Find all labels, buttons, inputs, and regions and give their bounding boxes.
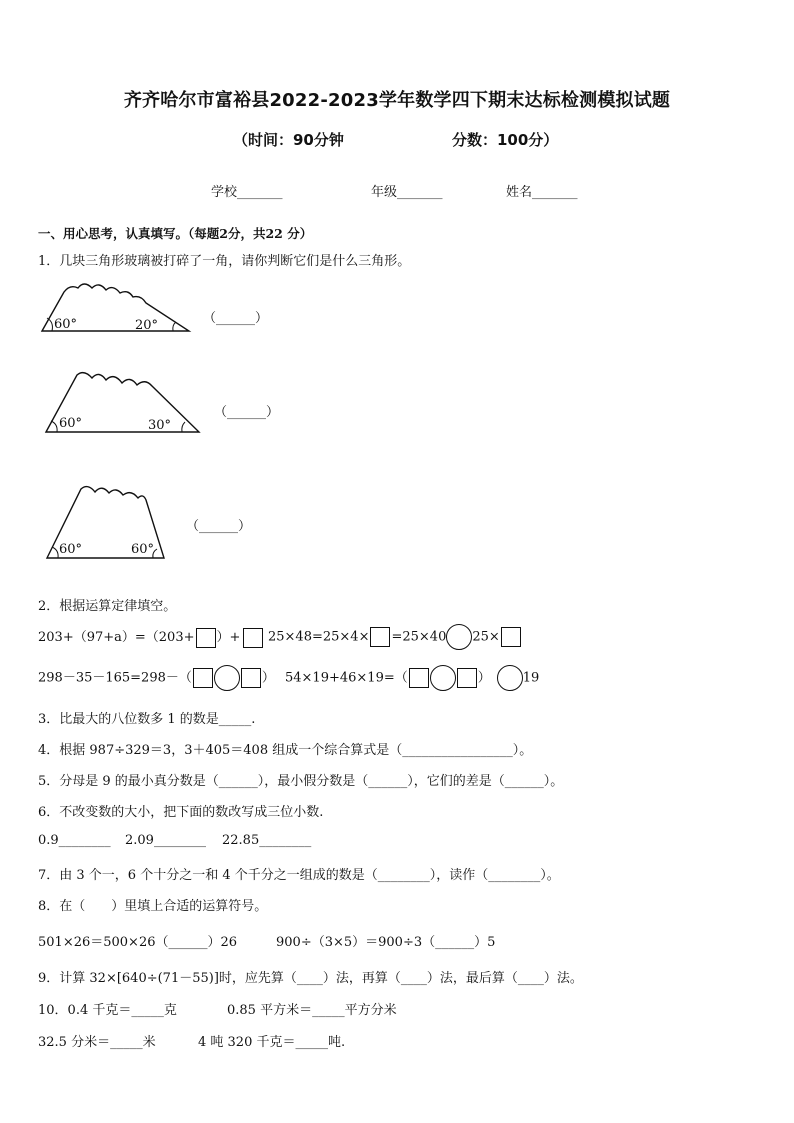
question-9: 9．计算 32×[640÷(71－55)]时，应先算（____）法，再算（____）法，最后算（____）法。 <box>38 971 583 986</box>
angle-label-2b: 30° <box>148 418 172 433</box>
q6-item-3: 22.85________ <box>222 833 312 848</box>
grade-field: 年级_______ <box>371 185 443 200</box>
q10-b: 0.85 平方米＝_____平方分米 <box>227 1003 397 1018</box>
q6-item-2: 2.09________ <box>125 833 206 848</box>
q2-equation-1: 203+（97+a）=（203+ ）+ <box>38 626 264 648</box>
q6-item-1: 0.9________ <box>38 833 111 848</box>
fill-box[interactable] <box>196 628 216 648</box>
fill-box[interactable] <box>243 628 263 648</box>
q2-equation-3: 298－35－165=298－（ ） <box>38 665 275 691</box>
angle-label-1b: 20° <box>135 318 159 333</box>
fill-box[interactable] <box>241 668 261 688</box>
q8-equation-2: 900÷（3×5）＝900÷3（______）5 <box>276 935 496 950</box>
q2-equation-4: 54×19+46×19=（ ） 19 <box>285 665 539 691</box>
fill-box[interactable] <box>457 668 477 688</box>
broken-triangle-1 <box>42 284 189 333</box>
q8-equation-1: 501×26＝500×26（______）26 <box>38 935 238 950</box>
question-3: 3．比最大的八位数多 1 的数是_____. <box>38 712 256 727</box>
answer-blank-2[interactable]: （______） <box>214 405 280 420</box>
answer-blank-3[interactable]: （______） <box>186 519 252 534</box>
question-2: 2．根据运算定律填空。 <box>38 599 177 614</box>
question-8: 8．在（ ）里填上合适的运算符号。 <box>38 899 268 914</box>
question-5: 5．分母是 9 的最小真分数是（______），最小假分数是（______），它们的差是（______）。 <box>38 774 564 789</box>
broken-triangle-3 <box>47 487 164 558</box>
angle-label-3a: 60° <box>59 542 83 557</box>
page-title: 齐齐哈尔市富裕县2022-2023学年数学四下期末达标检测模拟试题 <box>123 90 671 111</box>
exam-time: （时间：90分钟 <box>233 131 344 149</box>
fill-circle[interactable] <box>446 624 472 650</box>
angle-label-1a: 60° <box>54 317 78 332</box>
question-7: 7．由 3 个一，6 个十分之一和 4 个千分之一组成的数是（________），读作（________）。 <box>38 868 560 883</box>
fill-circle[interactable] <box>497 665 523 691</box>
fill-box[interactable] <box>370 627 390 647</box>
fill-box[interactable] <box>193 668 213 688</box>
broken-triangle-2 <box>46 373 199 433</box>
section-heading: 一、用心思考，认真填写。（每题2分，共22 分） <box>38 226 313 241</box>
fill-circle[interactable] <box>430 665 456 691</box>
exam-score: 分数：100分） <box>452 131 559 149</box>
question-4: 4．根据 987÷329＝3，3＋405＝408 组成一个综合算式是（_________________）。 <box>38 743 533 758</box>
q2-equation-2: 25×48=25×4× =25×40 25× <box>268 624 522 650</box>
question-1: 1．几块三角形玻璃被打碎了一角，请你判断它们是什么三角形。 <box>38 254 411 269</box>
school-field: 学校_______ <box>211 185 283 200</box>
fill-box[interactable] <box>501 627 521 647</box>
name-field: 姓名_______ <box>506 185 578 200</box>
answer-blank-1[interactable]: （______） <box>203 311 269 326</box>
question-6: 6．不改变数的大小，把下面的数改写成三位小数. <box>38 805 324 820</box>
fill-circle[interactable] <box>214 665 240 691</box>
q10-a: 10．0.4 千克＝_____克 <box>38 1003 177 1018</box>
angle-label-3b: 60° <box>131 542 155 557</box>
q10-c: 32.5 分米＝_____米 <box>38 1035 156 1050</box>
fill-box[interactable] <box>409 668 429 688</box>
q10-d: 4 吨 320 千克＝_____吨. <box>198 1035 346 1050</box>
angle-label-2a: 60° <box>59 416 83 431</box>
